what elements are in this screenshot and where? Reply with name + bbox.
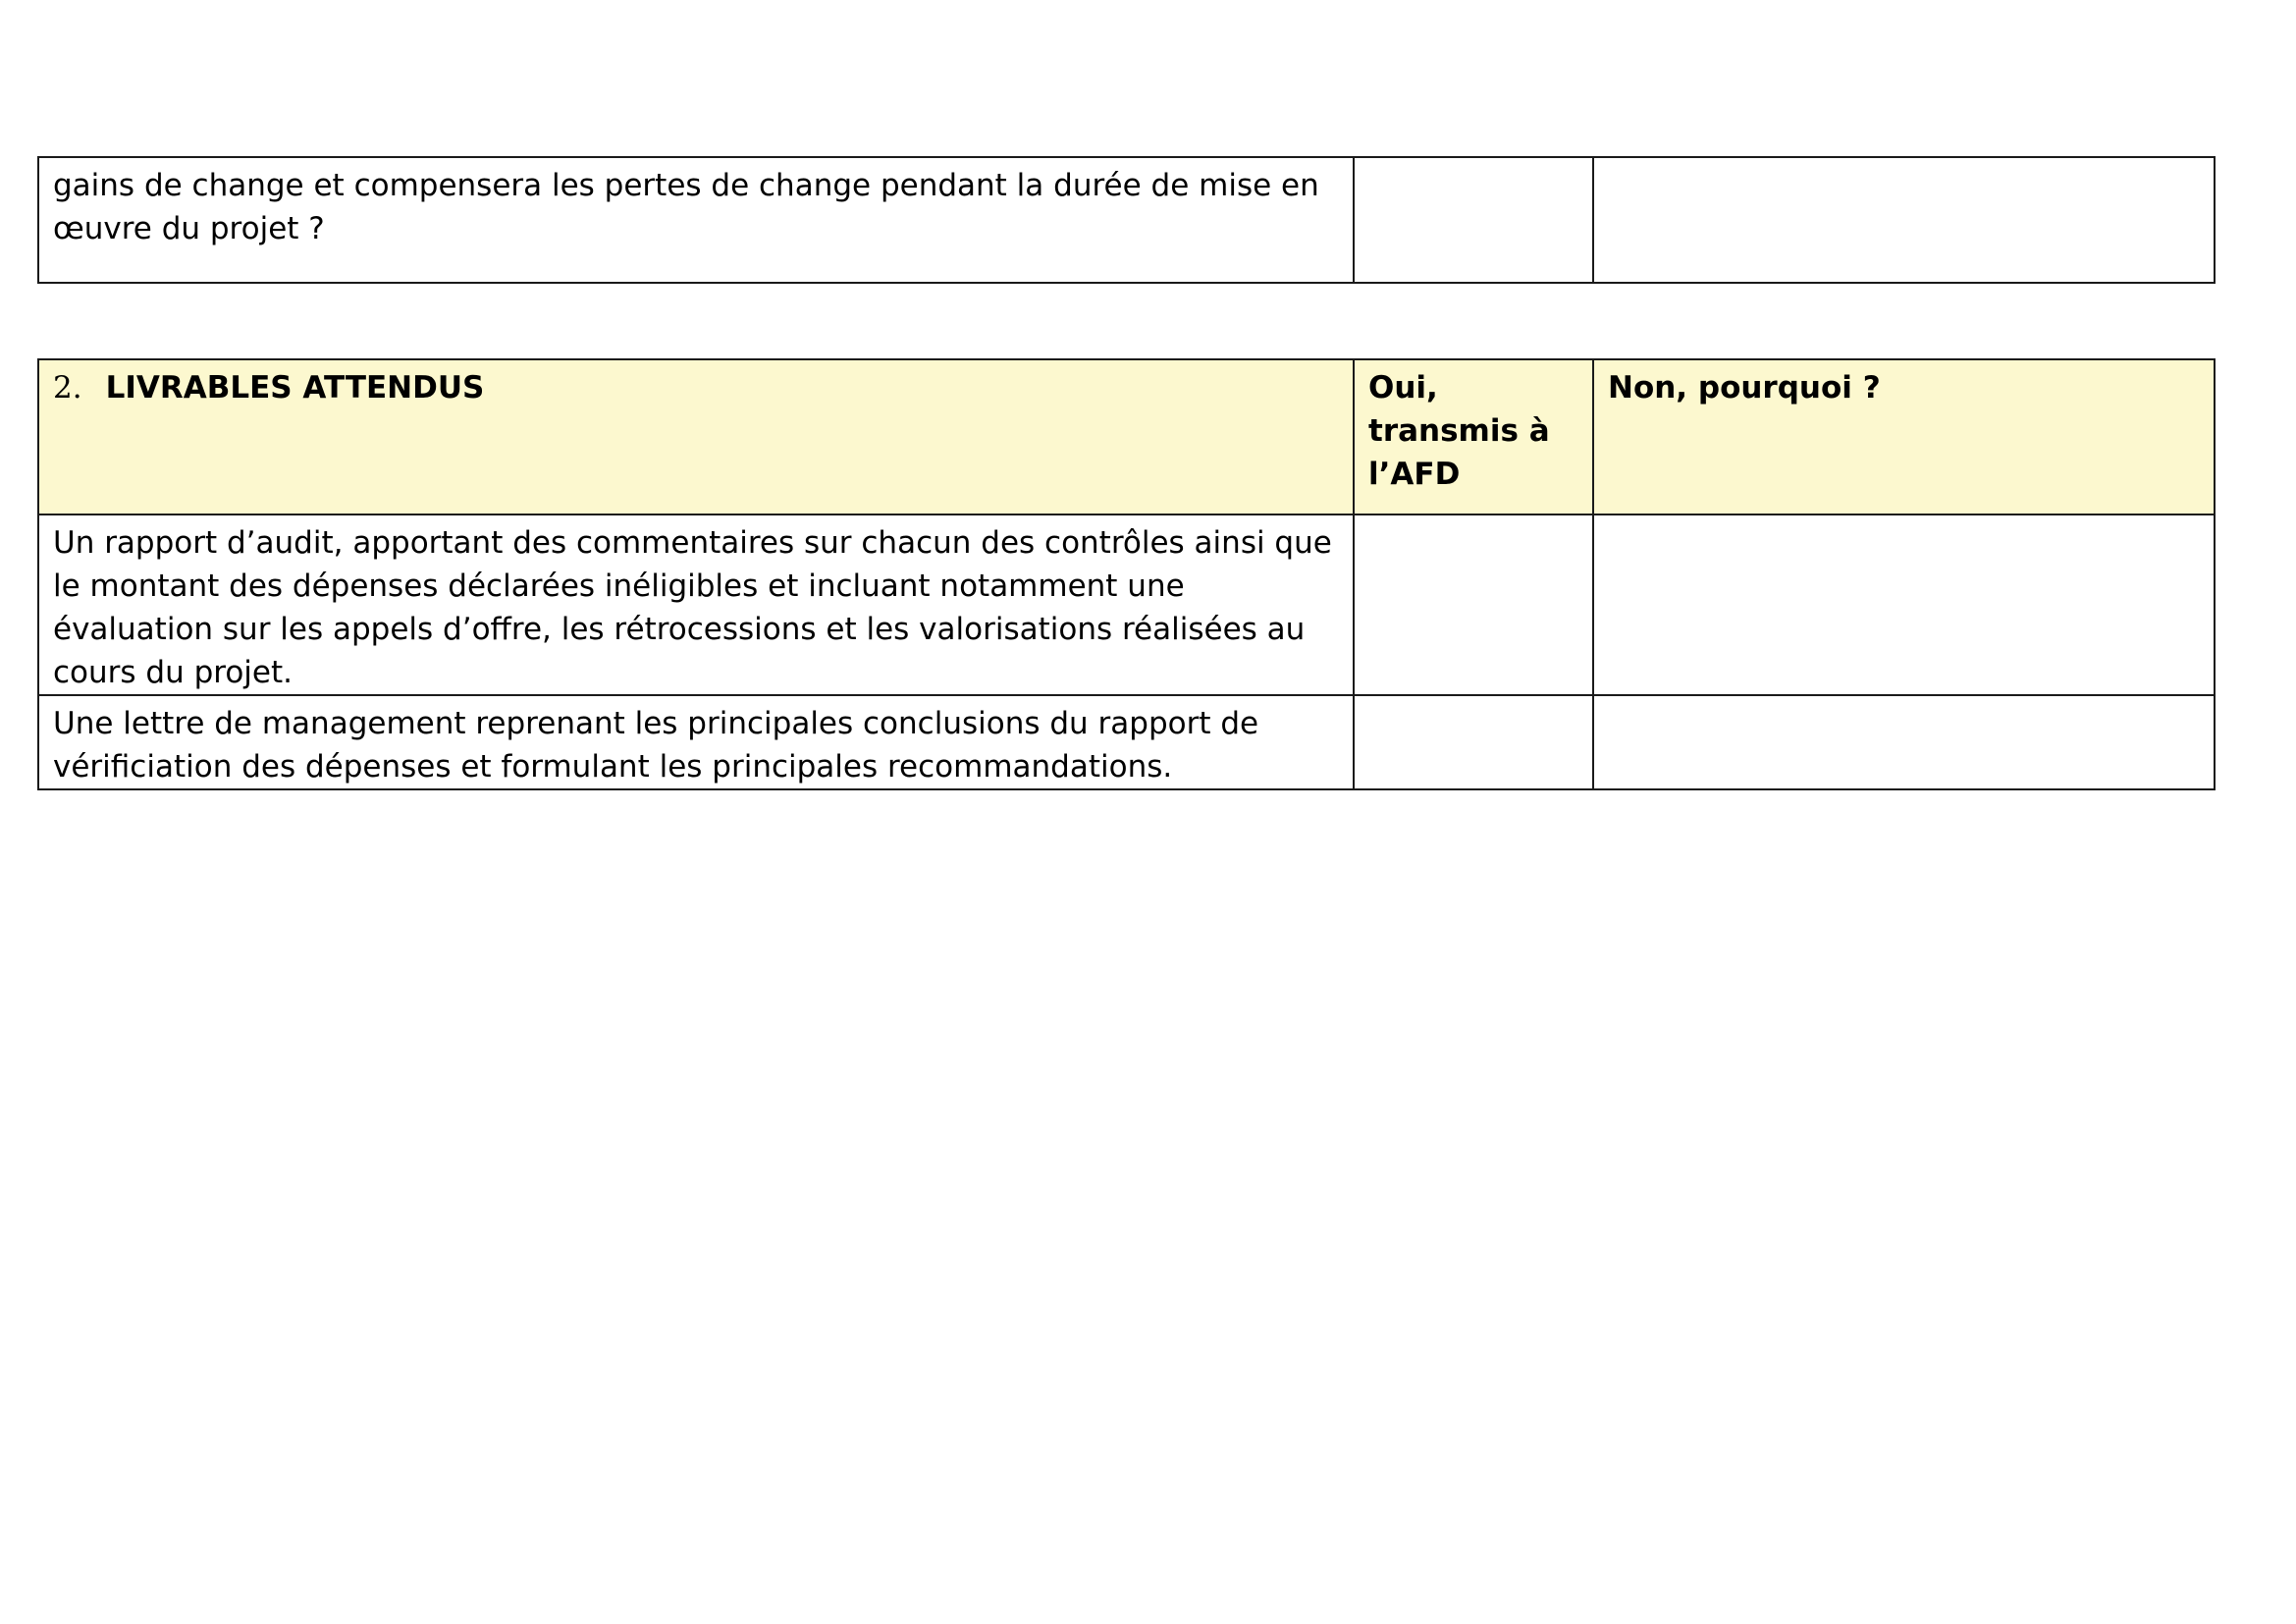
non-header-cell: [1593, 359, 2215, 514]
continuation-table: [37, 156, 2216, 284]
table-row: [38, 157, 2215, 283]
table-row: [38, 695, 2215, 789]
deliverable-text: Un rapport d’audit, apportant des commentaires sur chacun des contrôles ainsi que le montant des dépenses déclarées inéligibles et incluant notamment une évaluation sur les appels d’offre, les rétrocessions et les valorisations réalisées au cours du projet.: [53, 525, 1332, 690]
question-cell: [38, 157, 1354, 283]
non-cell[interactable]: [1593, 157, 2215, 283]
table-header-row: [38, 359, 2215, 514]
section-number: 2.: [53, 370, 82, 406]
non-cell[interactable]: [1593, 695, 2215, 789]
deliverable-cell: [38, 695, 1354, 789]
oui-cell[interactable]: [1354, 157, 1593, 283]
oui-header: Oui, transmis à l’AFD: [1368, 370, 1550, 492]
section-title: LIVRABLES ATTENDUS: [105, 370, 485, 406]
table-row: [38, 514, 2215, 695]
oui-cell[interactable]: [1354, 514, 1593, 695]
non-cell[interactable]: [1593, 514, 2215, 695]
oui-header-cell: [1354, 359, 1593, 514]
deliverable-text: Une lettre de management reprenant les principales conclusions du rapport de vérificiation des dépenses et formulant les principales recommandations.: [53, 706, 1259, 785]
section-header-cell: [38, 359, 1354, 514]
non-header: Non, pourquoi ?: [1608, 370, 1881, 406]
deliverables-table: [37, 358, 2216, 790]
oui-cell[interactable]: [1354, 695, 1593, 789]
deliverable-cell: [38, 514, 1354, 695]
question-text: gains de change et compensera les pertes de change pendant la durée de mise en œuvre du projet ?: [53, 168, 1319, 246]
